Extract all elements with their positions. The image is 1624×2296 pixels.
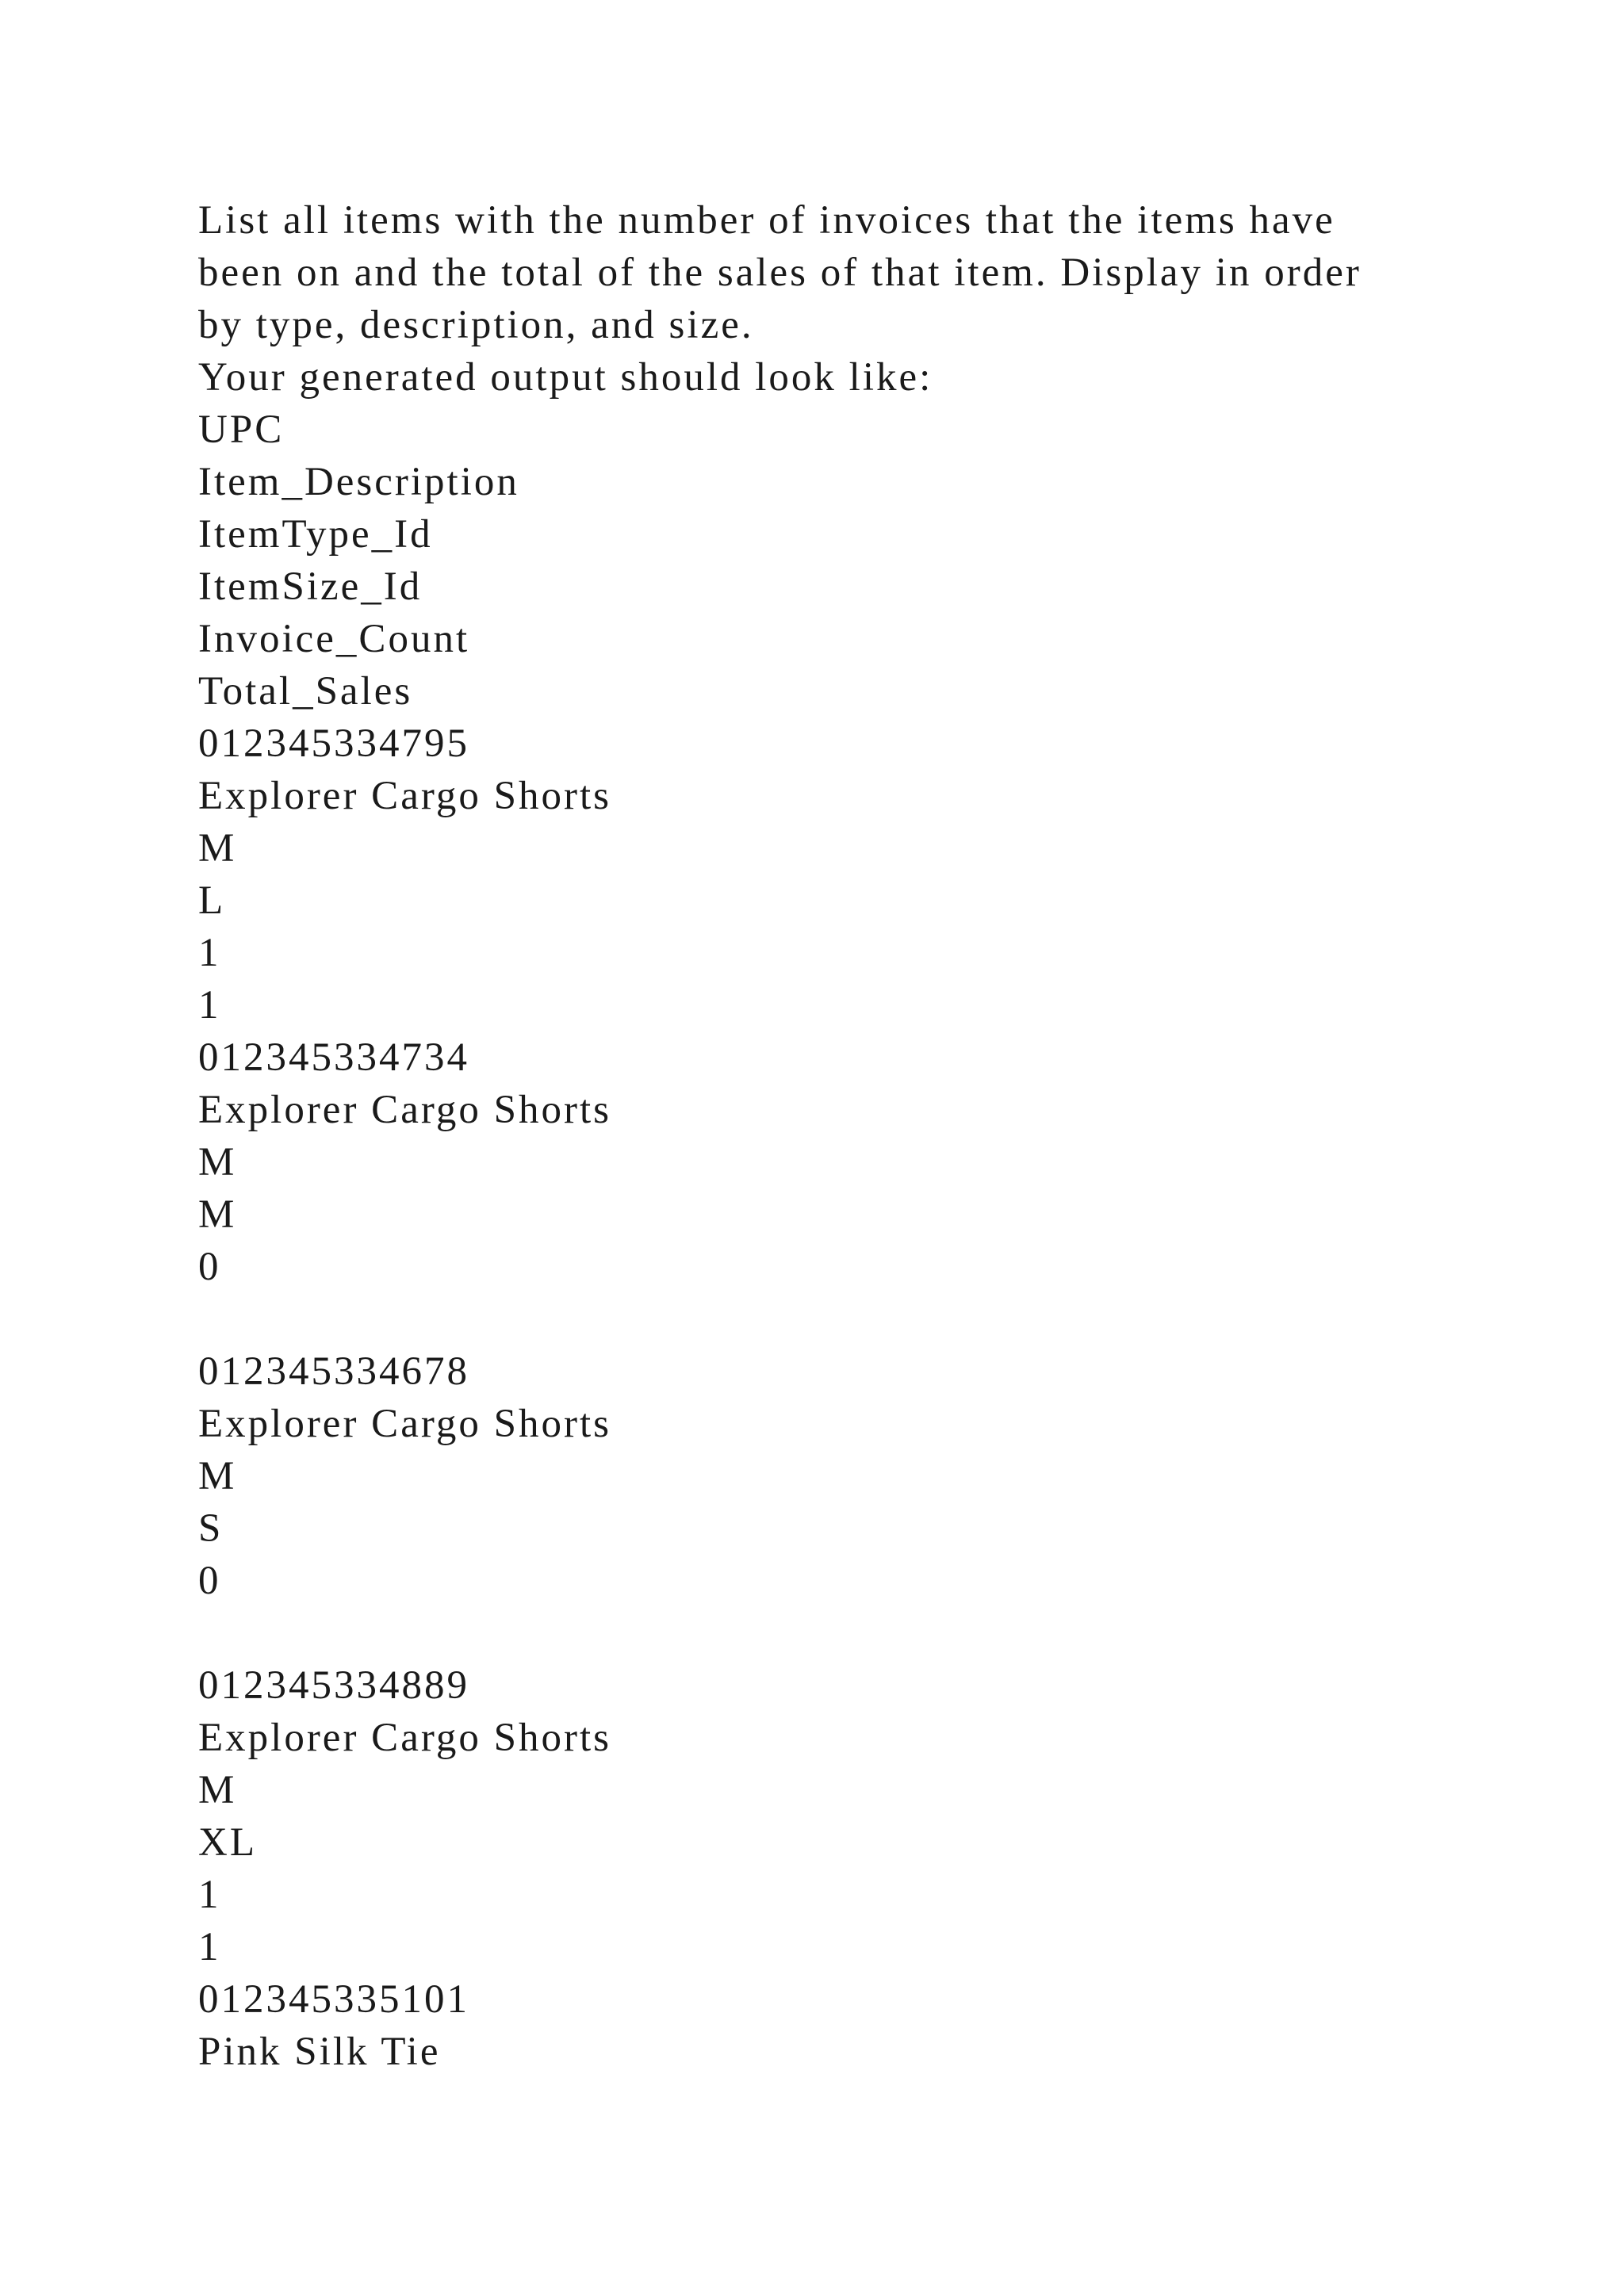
row-size: L: [198, 878, 226, 923]
row-description: Explorer Cargo Shorts: [198, 1088, 612, 1132]
row-type: M: [198, 826, 237, 871]
row-type: M: [198, 1140, 237, 1184]
column-header-itemtype-id: ItemType_Id: [198, 512, 433, 557]
row-size: M: [198, 1192, 237, 1237]
row-type: M: [198, 1454, 237, 1498]
row-description: Pink Silk Tie: [198, 2030, 441, 2074]
intro-line: List all items with the number of invoices that the items have: [198, 198, 1335, 243]
row-size: XL: [198, 1820, 257, 1865]
intro-line: Your generated output should look like:: [198, 355, 933, 400]
row-total-sales: [198, 1607, 1467, 1659]
row-upc: 012345334734: [198, 1035, 469, 1080]
row-upc: 012345334795: [198, 721, 469, 766]
row-total-sales: 1: [198, 1925, 221, 1969]
row-upc: 012345334889: [198, 1663, 469, 1708]
row-invoice-count: 0: [198, 1559, 221, 1603]
row-type: M: [198, 1768, 237, 1812]
column-header-item-description: Item_Description: [198, 460, 519, 504]
row-invoice-count: 0: [198, 1245, 221, 1289]
row-description: Explorer Cargo Shorts: [198, 1716, 612, 1760]
row-total-sales: [198, 1293, 1467, 1345]
row-description: Explorer Cargo Shorts: [198, 774, 612, 818]
intro-line: by type, description, and size.: [198, 303, 754, 347]
column-header-total-sales: Total_Sales: [198, 669, 413, 714]
column-header-invoice-count: Invoice_Count: [198, 617, 470, 661]
row-description: Explorer Cargo Shorts: [198, 1402, 612, 1446]
column-header-upc: UPC: [198, 408, 285, 452]
row-invoice-count: 1: [198, 931, 221, 975]
column-header-itemsize-id: ItemSize_Id: [198, 564, 423, 609]
row-upc: 012345335101: [198, 1977, 469, 2022]
row-upc: 012345334678: [198, 1349, 469, 1394]
row-total-sales: 1: [198, 983, 221, 1027]
intro-line: been on and the total of the sales of that item. Display in order: [198, 251, 1362, 295]
row-size: S: [198, 1506, 224, 1551]
row-invoice-count: 1: [198, 1873, 221, 1917]
document-body: [198, 194, 1467, 2078]
